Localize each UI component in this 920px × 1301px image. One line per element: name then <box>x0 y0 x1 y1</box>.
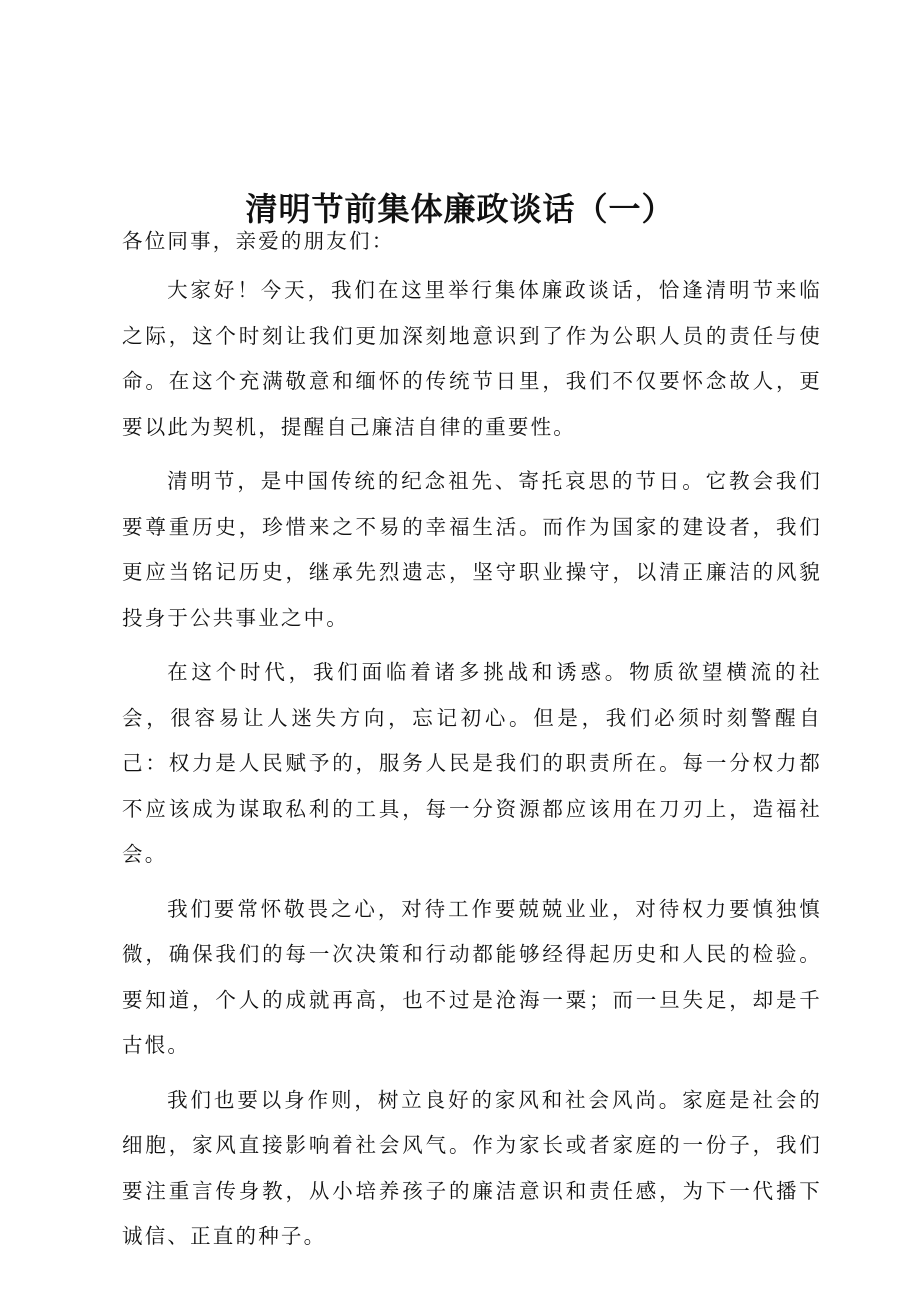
paragraph-1: 大家好！今天，我们在这里举行集体廉政谈话，恰逢清明节来临之际，这个时刻让我们更加深刻地意识到了作为公职人员的责任与使命。在这个充满敬意和缅怀的传统节日里，我们不仅要怀念故人，更要以此为契机，提醒自己廉洁自律的重要性。 <box>122 278 822 439</box>
paragraph-5: 我们也要以身作则，树立良好的家风和社会风尚。家庭是社会的细胞，家风直接影响着社会风气。作为家长或者家庭的一份子，我们要注重言传身教，从小培养孩子的廉洁意识和责任感，为下一代播下诚信、正直的种子。 <box>122 1087 822 1248</box>
paragraph-2: 清明节，是中国传统的纪念祖先、寄托哀思的节日。它教会我们要尊重历史，珍惜来之不易的幸福生活。而作为国家的建设者，我们更应当铭记历史，继承先烈遗志，坚守职业操守，以清正廉洁的风貌投身于公共事业之中。 <box>122 469 822 630</box>
document-body <box>122 223 822 1260</box>
document-title: 清明节前集体廉政谈话（一） <box>245 190 675 229</box>
paragraph-4: 我们要常怀敬畏之心，对待工作要兢兢业业，对待权力要慎独慎微，确保我们的每一次决策和行动都能够经得起历史和人民的检验。要知道，个人的成就再高，也不过是沧海一粟；而一旦失足，却是千古恨。 <box>122 896 822 1057</box>
salutation: 各位同事，亲爱的朋友们： <box>122 229 395 253</box>
paragraph-3: 在这个时代，我们面临着诸多挑战和诱惑。物质欲望横流的社会，很容易让人迷失方向，忘记初心。但是，我们必须时刻警醒自己：权力是人民赋予的，服务人民是我们的职责所在。每一分权力都不应该成为谋取私利的工具，每一分资源都应该用在刀刃上，造福社会。 <box>122 660 822 866</box>
